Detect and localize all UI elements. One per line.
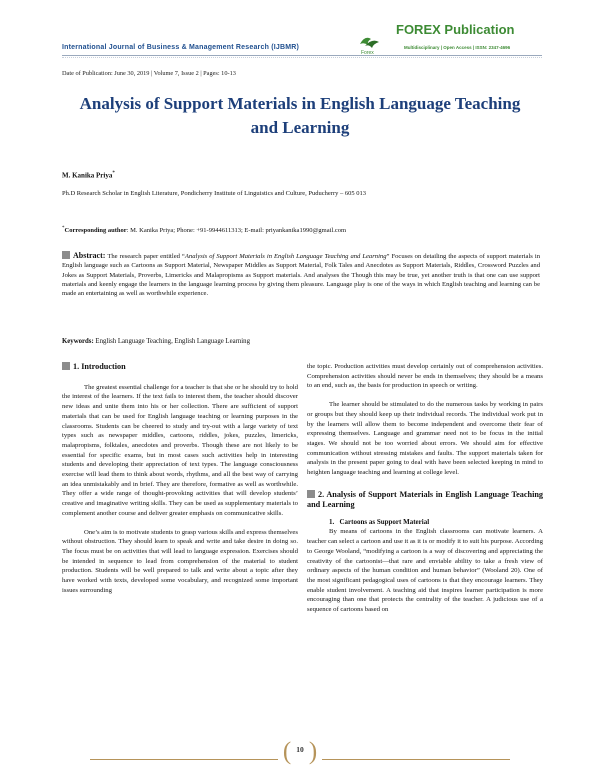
right-column [307,362,543,615]
journal-name: International Journal of Business & Management Research (IJBMR) [62,44,300,51]
section-1-heading: 1. Introduction [73,362,126,371]
subsection-title: Cartoons as Support Material [339,517,430,526]
corresponding-label: Corresponding author [64,227,127,235]
keywords [62,338,250,345]
abstract-square-icon [62,251,70,259]
keywords-label: Keywords: [62,338,94,345]
corresponding-mark: * [62,226,65,231]
publication-meta: Date of Publication: June 30, 2019 | Volume 7, Issue 2 | Pages: 10-13 [62,70,236,77]
subsection-gap [307,510,543,518]
abstract-lead: The research paper entitled “ [105,253,185,260]
publisher-name: FOREX Publication [396,22,515,37]
forex-logo [357,32,383,56]
intro-paragraph-4: The learner should be stimulated to do the numerous tasks by working in pairs or groups but they should keep up their individual records. The individual work put in by the learners will allow them to become independent and overcome their fear of expressing themselves. Language and grammar need not to be focus in the initial stages. We should not be too worried about errors. We should aim for effective communication without stressing mistakes and faults. The support materials taken for analysis in the present paper going to deal with have been selected keeping in mind to heighten language teaching and learning at college level. [307,401,543,477]
footer-rule-right [322,759,510,760]
author-affiliation: Ph.D Research Scholar in English Literature, Pondicherry Institute of Linguistics and Culture, Puducherry – 605 013 [62,190,366,197]
svg-text:Forex: Forex [361,50,374,56]
section-2-heading-row [307,490,543,510]
author-name-text: M. Kanika Priya [62,171,113,180]
section-1-heading-row [62,362,298,372]
section-2-heading: 2. Analysis of Support Materials in English Language Teaching and Learning [307,489,543,509]
title-line-2: and Learning [250,118,350,137]
footer-rule-left [90,759,278,760]
subsection-number: 1. [329,517,335,526]
intro-paragraph-1: The greatest essential challenge for a teacher is that she or he should try to hold the interest of the learners. If the text fails to interest them, the teacher should discover new ideas and unite them into his or her collection. There are sufficient of support materials that can be used for English language teaching or learning purposes in the classrooms. Students can be cheered to study and try-out with a large variety of text types such as newspaper middles, cartoons, riddles, jokes, puzzles, limericks, malapropisms, folktales, anecdotes and proverbs. Though these are not likely to be essential for specific exams, but in most cases such activities help in interesting students and developing their appreciation of text types. The language consciousness exercise will lead them to think about words, rhythms, and all the best way of carrying an idea unmistakably and in brief. They are therefore, formative as well as worthwhile. They offer a wide range of thought-provoking activities that will develop students’ creative and imaginative writing skills. They can be used as supplementary materials to complement another course and deliver greater emphasis on communicative skills. [62,383,298,517]
abstract-body: ” Focuses on detailing the aspects of support materials in English language such as Cartoons as Support Material, Newspaper Middles as Support Material, Folk Tales and Anecdotes as Support Materials, Riddles, Crossword Puzzles and Jokes as Support Materials, Proverbs, Limericks and Malapropisms as Support materials. And analyses the Though this may be true, yet another truth is that one can use support materials and keenly engage the learners in the language learning process by giving them pleasure. Language play is one of the ways in which English teaching and learning can be made an entertaining as well as worthwhile experience. [62,253,540,298]
intro-paragraph-3: the topic. Production activities must develop certainly out of comprehension activities. Comprehension activities should never be ends in themselves; they should be a means to an end, such as, the basis for production in speech or writing. [307,363,543,390]
paragraph-gap [307,391,543,400]
subsection-heading [307,518,543,528]
abstract [62,251,540,298]
header-rule [62,55,542,56]
keywords-text: English Language Teaching, English Language Learning [93,338,250,345]
corresponding-author [62,226,346,234]
author-name [62,171,115,179]
section-square-icon [307,490,315,498]
title-line-1: Analysis of Support Materials in English Language Teaching [79,94,521,113]
author-mark: * [112,171,115,176]
paper-title [50,92,550,140]
section-gap [307,478,543,490]
footer-left-bracket: ( [282,738,292,765]
cartoons-paragraph: By means of cartoons in the English classrooms can motivate learners. A teacher can select a cartoon and use it as it is or modify it to suit his purpose. According to George Wooland, “modifying a cartoon is a way of discovering and appreciating the creativity of the cartoonist—that rare and enviable ability to take a fresh view of ordinary aspects of the human condition and human behavior” (Wooland 20). One of the most significant pedagogical uses of cartoons is that they encourage learners. They enable student involvement. A teaching aid that inspires learner participation is more encouraging than one that protects the centrality of the teacher. A judicious use of a sequence of cartoons based on [307,528,543,614]
abstract-paper-title: Analysis of Support Materials in English Language Teaching and Learning [184,253,387,260]
footer-right-bracket: ) [308,738,318,765]
abstract-heading: Abstract: [73,251,106,260]
corresponding-text: : M. Kanika Priya; Phone: +91-9944611313; E-mail: priyankanika1990@gmail.com [126,227,347,235]
page-number: 10 [296,745,304,754]
journal-tags: Multidisciplinary | Open Access | ISSN: 2347-4696 [404,45,511,50]
section-square-icon [62,362,70,370]
paragraph-gap [62,519,298,528]
intro-paragraph-2: One’s aim is to motivate students to grasp various skills and express themselves without obstruction. They should learn to speak and write and take desire in doing so. The focus must be on activities that will lead to language expression. Exercises should be intended in sequence to lead from comprehension of the material to student production. Students will be well prepared to talk and write about a topic after they have worked with texts, developed some vocabulary, and recognized some important issues surrounding [62,528,298,594]
header-dotted-rule [62,57,542,60]
left-column [62,362,298,595]
